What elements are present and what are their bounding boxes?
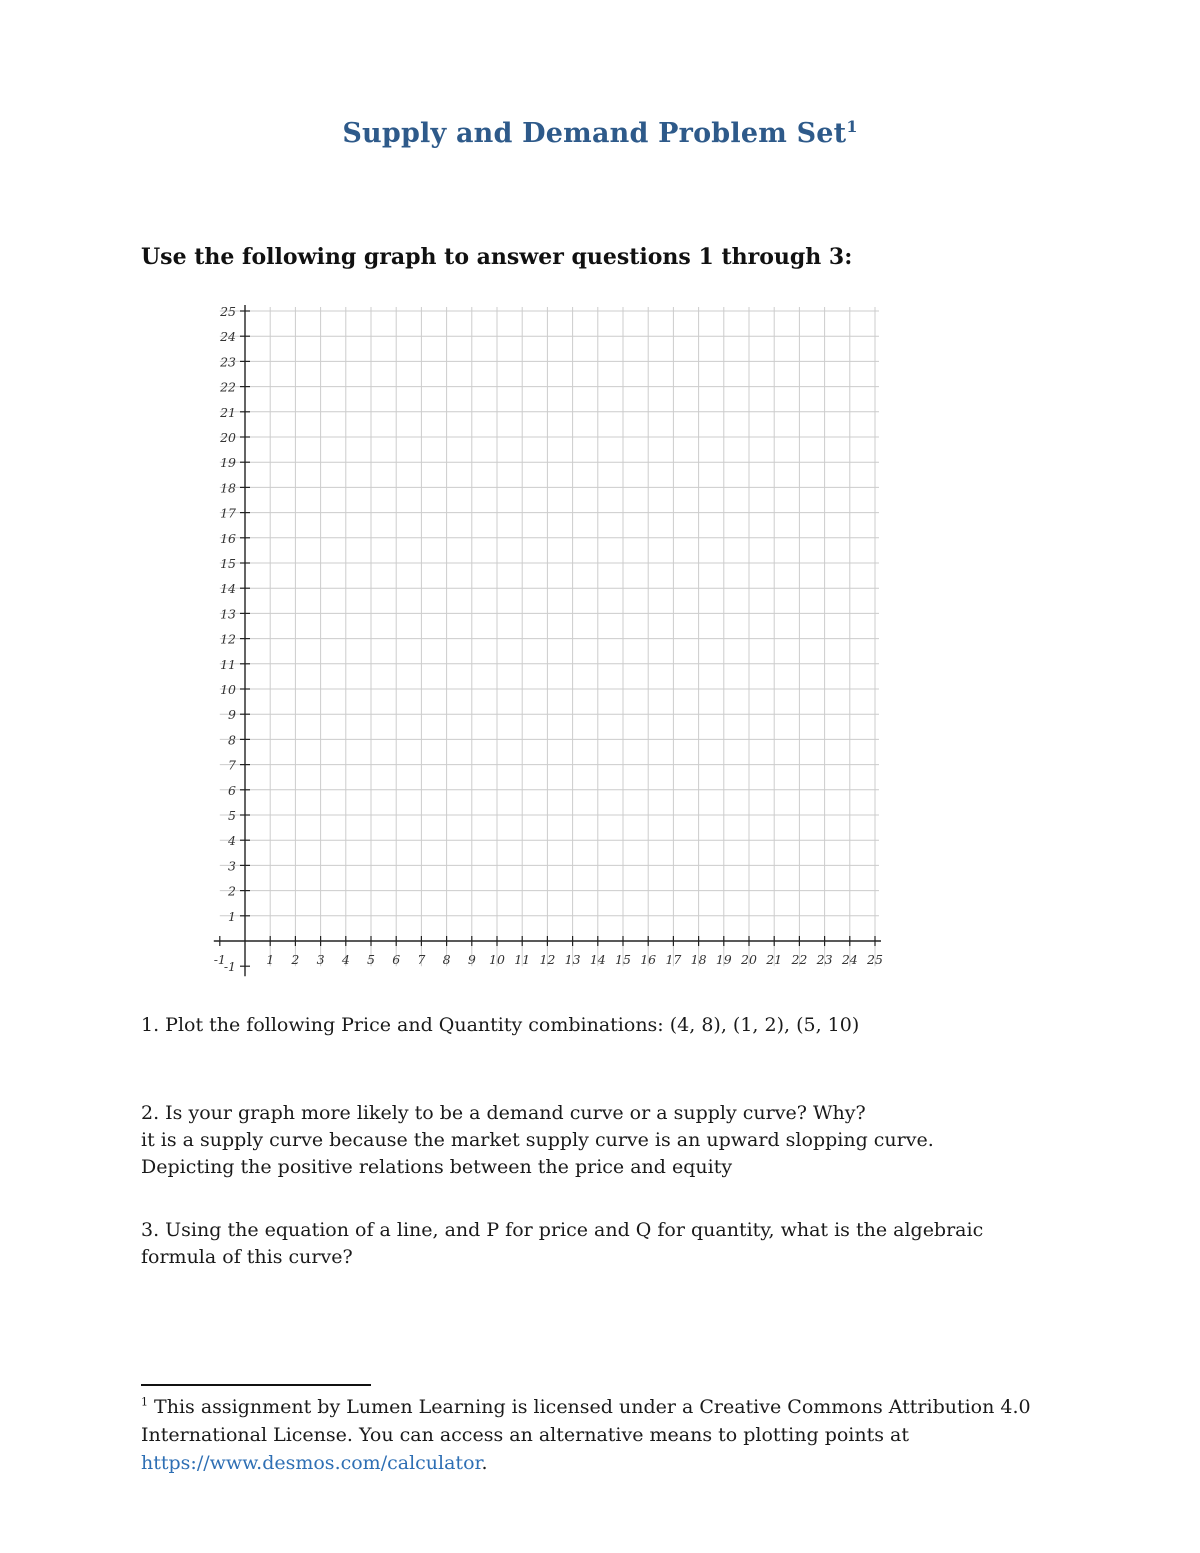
y-tick-label-25: 25 (220, 304, 236, 319)
y-tick-label-10: 10 (220, 682, 236, 697)
footnote-text: This assignment by Lumen Learning is licensed under a Creative Commons Attribution 4.0 International License. You can access an alternative means to plotting points at (141, 1396, 1031, 1446)
y-tick-label-12: 12 (220, 631, 236, 647)
x-tick-label-21: 21 (766, 952, 783, 967)
question-2-answer-line-2: Depicting the positive relations between the price and equity (141, 1156, 733, 1178)
x-tick-label-18: 18 (690, 952, 707, 967)
x-tick-label-9: 9 (467, 952, 476, 967)
question-1: 1. Plot the following Price and Quantity combinations: (4, 8), (1, 2), (5, 10) (141, 1014, 860, 1036)
x-tick-label-1: 1 (266, 952, 275, 967)
question-2 (141, 1100, 1071, 1181)
desmos-link[interactable]: https://www.desmos.com/calculator (141, 1452, 482, 1474)
footnote-trailing: . (481, 1452, 488, 1474)
y-tick-label-11: 11 (220, 656, 236, 672)
x-tick-label-11: 11 (514, 952, 531, 967)
coordinate-grid[interactable] (195, 293, 895, 997)
x-tick-label-15: 15 (615, 952, 631, 967)
y-tick-label-15: 15 (220, 556, 236, 571)
grid-lines (220, 307, 879, 966)
question-3-line-1: 3. Using the equation of a line, and P for price and Q for quantity, what is the algebraic (141, 1219, 984, 1241)
x-tick-label-19: 19 (715, 952, 732, 967)
y-tick-label-16: 16 (220, 530, 236, 546)
x-tick-label-23: 23 (816, 952, 833, 967)
x-tick-label-12: 12 (539, 952, 556, 967)
y-tick-label-2: 2 (228, 883, 236, 899)
y-tick-label-23: 23 (220, 354, 236, 370)
y-tick-label-6: 6 (228, 782, 236, 798)
footnote (141, 1393, 1071, 1477)
x-tick-label-2: 2 (291, 952, 300, 967)
y-tick-label-7: 7 (228, 757, 236, 773)
y-tick-label-4: 4 (228, 833, 236, 849)
x-tick-label-5: 5 (367, 952, 375, 967)
grid-svg (195, 293, 895, 993)
y-tick-label-3: 3 (228, 858, 236, 874)
page-title (0, 118, 1200, 149)
y-tick-label-9: 9 (228, 707, 236, 723)
x-tick-label-13: 13 (564, 952, 581, 967)
title-footnote-marker[interactable]: 1 (846, 117, 858, 136)
y-tick-label-22: 22 (220, 379, 236, 395)
footnote-marker: 1 (141, 1395, 148, 1409)
x-tick-label--1: -1 (213, 952, 226, 967)
x-tick-label-7: 7 (417, 952, 426, 967)
question-2-answer-line-1: it is a supply curve because the market supply curve is an upward slopping curve. (141, 1129, 934, 1151)
y-tick-label-14: 14 (220, 581, 236, 597)
y-tick-label-21: 21 (220, 404, 236, 420)
x-tick-label-22: 22 (791, 952, 808, 967)
y-tick-label-19: 19 (220, 455, 236, 471)
x-tick-label-20: 20 (741, 952, 757, 967)
y-tick-label-24: 24 (220, 329, 236, 345)
y-tick-label-13: 13 (220, 606, 236, 622)
x-tick-label-24: 24 (841, 952, 858, 967)
graph-instruction: Use the following graph to answer questions 1 through 3: (141, 244, 853, 270)
x-tick-label-8: 8 (442, 952, 451, 967)
question-2-prompt: 2. Is your graph more likely to be a demand curve or a supply curve? Why? (141, 1102, 866, 1124)
x-tick-label-4: 4 (341, 952, 350, 967)
x-tick-label-14: 14 (589, 952, 606, 967)
x-tick-label-6: 6 (392, 952, 401, 967)
question-3 (141, 1217, 1071, 1271)
y-tick-label-1: 1 (228, 908, 236, 924)
x-tick-label-17: 17 (665, 952, 682, 967)
y-tick-label-17: 17 (220, 505, 236, 521)
page-title-text: Supply and Demand Problem Set (342, 118, 847, 149)
x-tick-label-10: 10 (489, 952, 505, 967)
y-tick-label-5: 5 (228, 808, 236, 823)
y-tick-label--1: -1 (223, 959, 236, 975)
y-tick-label-8: 8 (228, 732, 236, 748)
y-tick-label-20: 20 (220, 430, 236, 445)
x-tick-label-16: 16 (640, 952, 657, 967)
x-tick-labels (214, 952, 883, 967)
question-3-line-2: formula of this curve? (141, 1246, 353, 1268)
y-tick-label-18: 18 (220, 480, 236, 496)
x-tick-label-25: 25 (867, 952, 883, 967)
x-tick-label-3: 3 (316, 952, 325, 967)
y-tick-labels (219, 304, 236, 974)
footnote-separator (141, 1384, 371, 1386)
